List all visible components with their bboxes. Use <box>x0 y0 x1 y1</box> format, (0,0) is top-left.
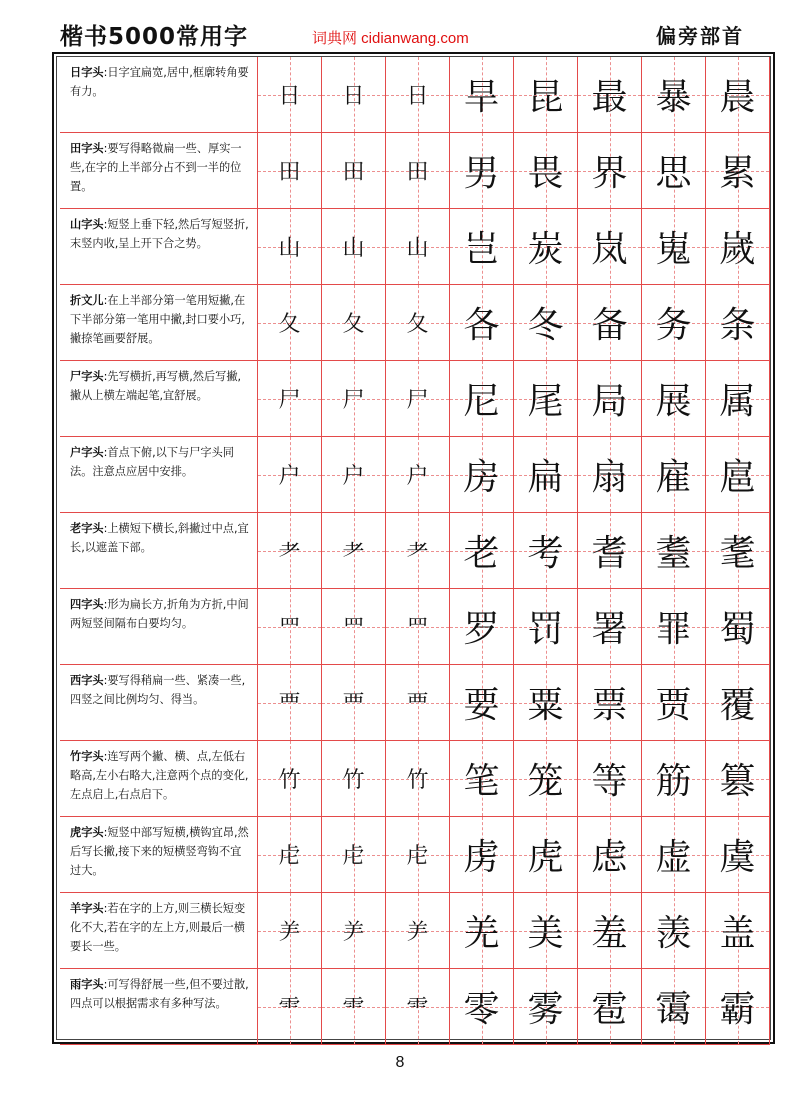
example-char-cell <box>578 741 642 817</box>
radical-practice-cell <box>258 665 322 741</box>
example-char-cell <box>706 589 770 665</box>
radical-practice-cell <box>386 665 450 741</box>
example-char: 盖 <box>719 913 756 954</box>
example-char-cell <box>578 133 642 209</box>
radical-glyph: 罒 <box>278 616 301 641</box>
example-char-cell <box>706 285 770 361</box>
radical-row <box>60 589 773 665</box>
radical-practice-cell <box>322 665 386 741</box>
radical-practice-cell <box>386 437 450 513</box>
radical-tip: :要写得稍扁一些、紧凑一些,四竖之间比例均匀、得当。 <box>70 674 246 706</box>
example-char-cell <box>706 741 770 817</box>
radical-name: 折文儿 <box>70 294 104 307</box>
radical-description <box>60 57 258 133</box>
example-char-cell <box>642 57 706 133</box>
radical-practice-cell <box>322 437 386 513</box>
example-char-cell <box>578 665 642 741</box>
radical-row <box>60 57 773 133</box>
example-char-cell <box>514 513 578 589</box>
radical-glyph: 虍 <box>342 844 365 869</box>
example-char-cell <box>578 893 642 969</box>
example-char-cell <box>450 133 514 209</box>
example-char: 署 <box>591 609 628 650</box>
example-char-cell <box>514 361 578 437</box>
radical-practice-cell <box>258 969 322 1045</box>
example-char: 雇 <box>655 457 692 498</box>
example-char-cell <box>642 969 706 1045</box>
example-char: 务 <box>655 305 692 346</box>
radical-practice-cell <box>386 589 450 665</box>
example-char: 局 <box>591 381 628 422</box>
example-char: 虏 <box>463 837 500 878</box>
example-char: 霭 <box>655 989 692 1030</box>
example-char-cell <box>578 437 642 513</box>
radical-glyph: 田 <box>406 160 429 185</box>
example-char-cell <box>642 817 706 893</box>
example-char-cell <box>578 589 642 665</box>
radical-practice-cell <box>322 893 386 969</box>
example-char: 界 <box>591 153 628 194</box>
radical-glyph: 尸 <box>342 388 365 413</box>
radical-practice-cell <box>386 513 450 589</box>
radical-name: 雨字头 <box>70 978 104 991</box>
radical-tip: :形为扁长方,折角为方折,中间两短竖间隔布白要均匀。 <box>70 598 249 630</box>
example-char-cell <box>706 437 770 513</box>
radical-glyph: 竹 <box>406 768 429 793</box>
radical-practice-cell <box>386 893 450 969</box>
example-char: 蜀 <box>719 609 756 650</box>
example-char: 耆 <box>591 533 628 574</box>
radical-glyph: 山 <box>342 236 365 261</box>
radical-tip: :首点下俯,以下与尸字头同法。注意点应居中安排。 <box>70 446 234 478</box>
example-char-cell <box>578 57 642 133</box>
practice-sheet <box>52 52 775 1044</box>
radical-description <box>60 589 258 665</box>
example-char: 篡 <box>719 761 756 802</box>
radical-description <box>60 969 258 1045</box>
radical-row <box>60 437 773 513</box>
example-char-cell <box>450 361 514 437</box>
radical-practice-cell <box>322 361 386 437</box>
radical-name: 西字头 <box>70 674 104 687</box>
section-title: 偏旁部首 <box>656 24 744 48</box>
radical-practice-cell <box>386 209 450 285</box>
example-char-cell <box>450 893 514 969</box>
example-char: 霸 <box>719 989 756 1030</box>
example-char-cell <box>450 513 514 589</box>
radical-glyph: 竹 <box>342 768 365 793</box>
example-char-cell <box>642 361 706 437</box>
example-char: 岚 <box>591 229 628 270</box>
radical-glyph: 日 <box>278 84 301 109</box>
example-char-cell <box>706 57 770 133</box>
radical-description <box>60 665 258 741</box>
radical-practice-cell <box>322 589 386 665</box>
example-char: 累 <box>719 153 756 194</box>
radical-name: 日字头 <box>70 66 104 79</box>
radical-row <box>60 133 773 209</box>
example-char-cell <box>578 969 642 1045</box>
radical-tip: :连写两个撇、横、点,左低右略高,左小右略大,注意两个点的变化,左点启上,右点启下。 <box>70 750 249 801</box>
example-char: 筋 <box>655 761 692 802</box>
radical-practice-cell <box>322 57 386 133</box>
radical-row <box>60 361 773 437</box>
site-watermark: 词典网 cidianwang.com <box>312 30 469 47</box>
example-char: 展 <box>655 381 692 422</box>
example-char-cell <box>642 285 706 361</box>
radical-practice-cell <box>258 209 322 285</box>
example-char-cell <box>706 969 770 1045</box>
example-char: 昆 <box>527 77 564 118</box>
example-char: 雾 <box>527 989 564 1030</box>
example-char-cell <box>514 817 578 893</box>
example-char-cell <box>514 893 578 969</box>
radical-glyph: ⻗ <box>278 996 301 1021</box>
example-char-cell <box>578 285 642 361</box>
example-char-cell <box>706 893 770 969</box>
example-char: 嵬 <box>655 229 692 270</box>
radical-description <box>60 437 258 513</box>
example-char: 各 <box>463 305 500 346</box>
radical-tip: :可写得舒展一些,但不要过散,四点可以根据需求有多种写法。 <box>70 978 249 1010</box>
book-title: 楷书5000常用字 <box>60 24 249 50</box>
radical-practice-cell <box>386 741 450 817</box>
example-char: 耋 <box>655 533 692 574</box>
example-char: 晨 <box>719 77 756 118</box>
example-char: 票 <box>591 685 628 726</box>
example-char-cell <box>642 741 706 817</box>
example-char: 羡 <box>655 913 692 954</box>
example-char: 虑 <box>591 837 628 878</box>
radical-practice-cell <box>386 361 450 437</box>
example-char: 男 <box>463 153 500 194</box>
radical-description <box>60 817 258 893</box>
radical-name: 尸字头 <box>70 370 104 383</box>
radical-glyph: 覀 <box>278 692 301 717</box>
radical-description <box>60 513 258 589</box>
example-char: 覆 <box>719 685 756 726</box>
example-char-cell <box>706 133 770 209</box>
radical-glyph: 覀 <box>342 692 365 717</box>
radical-description <box>60 361 258 437</box>
radical-description <box>60 285 258 361</box>
radical-practice-cell <box>258 285 322 361</box>
example-char: 笔 <box>463 761 500 802</box>
radical-glyph: 尸 <box>406 388 429 413</box>
example-char-cell <box>706 817 770 893</box>
example-char-cell <box>450 437 514 513</box>
radical-glyph: 日 <box>342 84 365 109</box>
example-char-cell <box>706 361 770 437</box>
radical-glyph: 竹 <box>278 768 301 793</box>
example-char: 耄 <box>719 533 756 574</box>
radical-tip: :上横短下横长,斜撇过中点,宜长,以遮盖下部。 <box>70 522 249 554</box>
radical-glyph: 耂 <box>278 540 301 565</box>
example-char-cell <box>450 665 514 741</box>
example-char-cell <box>514 285 578 361</box>
example-char-cell <box>450 57 514 133</box>
radical-name: 竹字头 <box>70 750 104 763</box>
example-char: 属 <box>719 381 756 422</box>
radical-row <box>60 285 773 361</box>
radical-tip: :先写横折,再写横,然后写撇,撇从上横左端起笔,宜舒展。 <box>70 370 242 402</box>
example-char: 尾 <box>527 381 564 422</box>
radical-name: 山字头 <box>70 218 104 231</box>
example-char-cell <box>514 969 578 1045</box>
example-char: 思 <box>655 153 692 194</box>
example-char-cell <box>642 589 706 665</box>
radical-tip: :短竖上垂下轻,然后写短竖折,末竖内收,呈上开下合之势。 <box>70 218 249 250</box>
radical-glyph: 夂 <box>342 312 365 337</box>
radical-glyph: 夂 <box>406 312 429 337</box>
radical-description <box>60 209 258 285</box>
radical-practice-cell <box>386 285 450 361</box>
radical-practice-cell <box>258 57 322 133</box>
radical-practice-cell <box>258 893 322 969</box>
example-char-cell <box>514 665 578 741</box>
radical-glyph: 覀 <box>406 692 429 717</box>
radical-practice-cell <box>386 969 450 1045</box>
radical-glyph: ⺶ <box>342 920 365 945</box>
radical-glyph: ⺶ <box>406 920 429 945</box>
radical-glyph: 户 <box>342 464 365 489</box>
example-char: 旱 <box>463 77 500 118</box>
example-char: 粟 <box>527 685 564 726</box>
example-char: 尼 <box>463 381 500 422</box>
example-char: 罚 <box>527 609 564 650</box>
radical-practice-cell <box>322 513 386 589</box>
radical-tip: :日字宜扁宽,居中,框廓转角要有力。 <box>70 66 249 98</box>
radical-practice-cell <box>258 133 322 209</box>
example-char-cell <box>642 437 706 513</box>
radical-glyph: 罒 <box>406 616 429 641</box>
radical-row <box>60 209 773 285</box>
example-char: 扈 <box>719 457 756 498</box>
example-char-cell <box>642 665 706 741</box>
radical-glyph: ⻗ <box>342 996 365 1021</box>
radical-tip: :短竖中部写短横,横钩宜昂,然后写长撇,接下来的短横竖弯钩不宜过大。 <box>70 826 249 877</box>
radical-glyph: 尸 <box>278 388 301 413</box>
radical-practice-cell <box>258 817 322 893</box>
radical-practice-cell <box>258 589 322 665</box>
example-char: 暴 <box>655 77 692 118</box>
example-char: 虎 <box>527 837 564 878</box>
radical-name: 田字头 <box>70 142 104 155</box>
example-char: 畏 <box>527 153 564 194</box>
radical-name: 老字头 <box>70 522 104 535</box>
example-char: 备 <box>591 305 628 346</box>
example-char-cell <box>642 893 706 969</box>
radical-practice-cell <box>258 361 322 437</box>
radical-practice-cell <box>386 133 450 209</box>
example-char: 贾 <box>655 685 692 726</box>
example-char-cell <box>450 589 514 665</box>
example-char: 罗 <box>463 609 500 650</box>
example-char: 美 <box>527 913 564 954</box>
radical-glyph: 罒 <box>342 616 365 641</box>
example-char-cell <box>578 209 642 285</box>
radical-practice-cell <box>322 741 386 817</box>
example-char: 羞 <box>591 913 628 954</box>
example-char-cell <box>450 741 514 817</box>
example-char: 嵗 <box>719 229 756 270</box>
radical-glyph: 户 <box>406 464 429 489</box>
radical-row <box>60 893 773 969</box>
example-char: 虚 <box>655 837 692 878</box>
example-char-cell <box>706 665 770 741</box>
radical-practice-cell <box>322 209 386 285</box>
radical-glyph: 耂 <box>342 540 365 565</box>
radical-row <box>60 817 773 893</box>
radical-tip: :要写得略微扁一些、厚实一些,在字的上半部分占不到一半的位置。 <box>70 142 242 193</box>
example-char: 最 <box>591 77 628 118</box>
radical-name: 羊字头 <box>70 902 104 915</box>
radical-description <box>60 133 258 209</box>
radical-row <box>60 665 773 741</box>
radical-glyph: 耂 <box>406 540 429 565</box>
example-char-cell <box>450 817 514 893</box>
radical-name: 虎字头 <box>70 826 104 839</box>
radical-row <box>60 513 773 589</box>
example-char-cell <box>514 209 578 285</box>
radical-glyph: 田 <box>342 160 365 185</box>
radical-practice-cell <box>386 817 450 893</box>
example-char: 岂 <box>463 229 500 270</box>
example-char: 羌 <box>463 913 500 954</box>
radical-practice-cell <box>322 133 386 209</box>
example-char-cell <box>706 209 770 285</box>
radical-glyph: 山 <box>406 236 429 261</box>
radical-row <box>60 741 773 817</box>
example-char-cell <box>514 57 578 133</box>
example-char: 房 <box>463 457 500 498</box>
radical-glyph: 田 <box>278 160 301 185</box>
example-char-cell <box>578 513 642 589</box>
example-char: 扇 <box>591 457 628 498</box>
example-char-cell <box>514 741 578 817</box>
radical-practice-cell <box>322 817 386 893</box>
example-char-cell <box>514 133 578 209</box>
example-char-cell <box>642 209 706 285</box>
radical-glyph: ⻗ <box>406 996 429 1021</box>
radical-tip: :若在字的上方,则三横长短变化不大,若在字的左上方,则最后一横要长一些。 <box>70 902 246 953</box>
example-char-cell <box>450 209 514 285</box>
example-char: 炭 <box>527 229 564 270</box>
example-char: 扁 <box>527 457 564 498</box>
example-char-cell <box>514 437 578 513</box>
example-char: 虞 <box>719 837 756 878</box>
page-number: 8 <box>395 1054 405 1071</box>
radical-glyph: 户 <box>278 464 301 489</box>
radical-tip: :在上半部分第一笔用短撇,在下半部分第一笔用中撇,封口要小巧,撇捺笔画要舒展。 <box>70 294 246 345</box>
radical-description <box>60 741 258 817</box>
example-char: 老 <box>463 533 500 574</box>
example-char: 雹 <box>591 989 628 1030</box>
radical-description <box>60 893 258 969</box>
radical-glyph: ⺶ <box>278 920 301 945</box>
radical-practice-cell <box>322 285 386 361</box>
example-char: 等 <box>591 761 628 802</box>
example-char: 冬 <box>527 305 564 346</box>
example-char: 考 <box>527 533 564 574</box>
example-char: 罪 <box>655 609 692 650</box>
radical-glyph: 虍 <box>278 844 301 869</box>
radical-glyph: 夂 <box>278 312 301 337</box>
example-char-cell <box>578 817 642 893</box>
radical-glyph: 虍 <box>406 844 429 869</box>
example-char-cell <box>642 133 706 209</box>
radical-glyph: 日 <box>406 84 429 109</box>
example-char: 条 <box>719 305 756 346</box>
practice-grid <box>56 56 771 1040</box>
radical-name: 户字头 <box>70 446 104 459</box>
radical-name: 四字头 <box>70 598 104 611</box>
example-char-cell <box>450 285 514 361</box>
radical-practice-cell <box>258 437 322 513</box>
radical-practice-cell <box>258 513 322 589</box>
example-char-cell <box>706 513 770 589</box>
example-char-cell <box>578 361 642 437</box>
example-char-cell <box>514 589 578 665</box>
example-char-cell <box>642 513 706 589</box>
radical-practice-cell <box>258 741 322 817</box>
radical-practice-cell <box>322 969 386 1045</box>
radical-row <box>60 969 773 1045</box>
radical-glyph: 山 <box>278 236 301 261</box>
radical-practice-cell <box>386 57 450 133</box>
example-char: 要 <box>463 685 500 726</box>
example-char: 笼 <box>527 761 564 802</box>
example-char: 零 <box>463 989 500 1030</box>
example-char-cell <box>450 969 514 1045</box>
